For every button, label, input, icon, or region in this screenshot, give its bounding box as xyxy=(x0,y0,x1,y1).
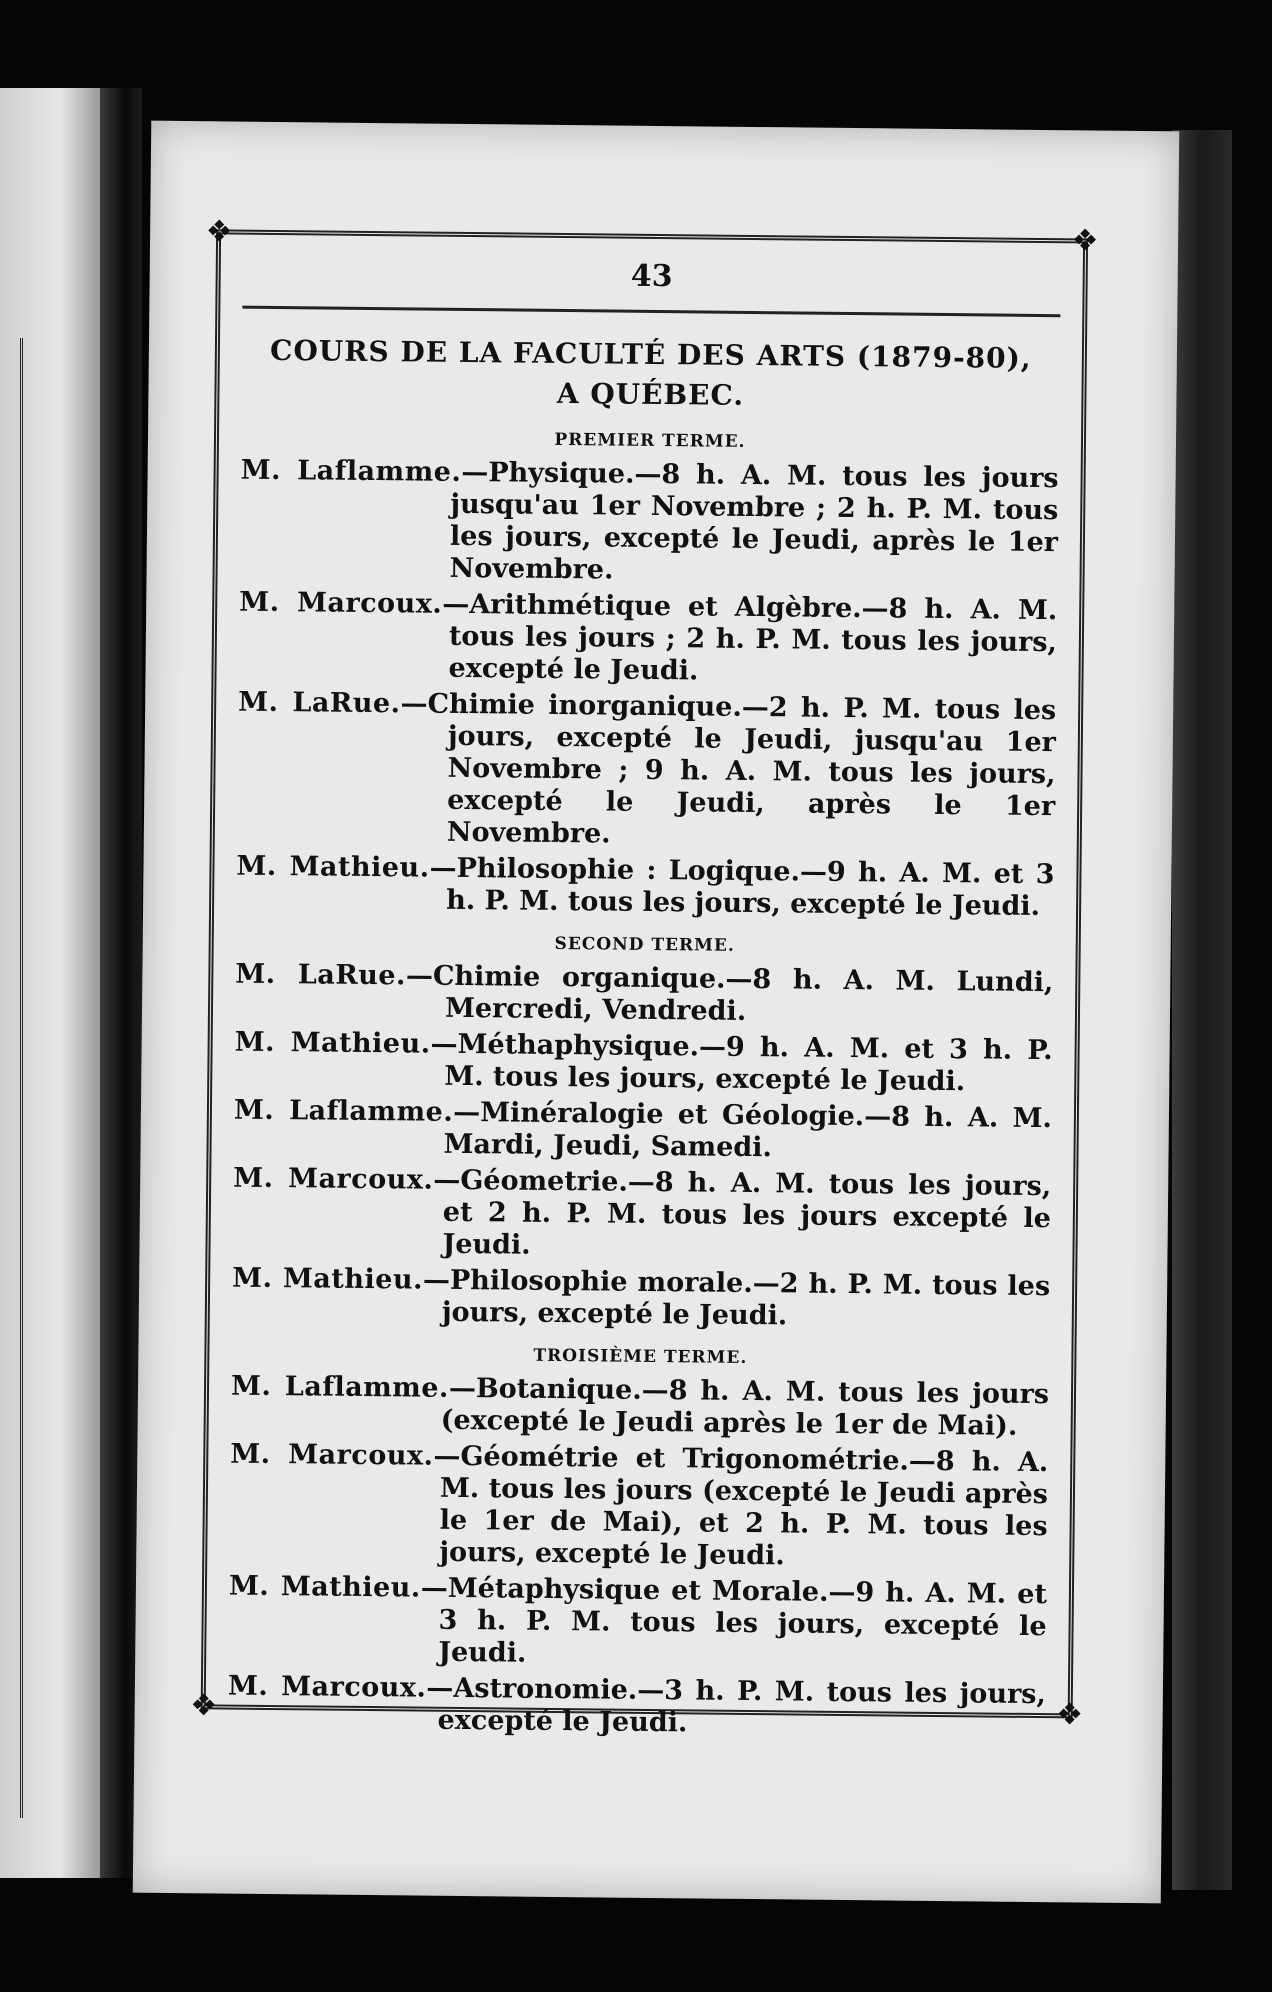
course-entry xyxy=(227,1671,1046,1744)
corner-ornament-icon: ❖ xyxy=(190,1688,218,1724)
course-description: —Arithmétique et Algèbre.—8 h. A. M. tous les jours ; 2 h. P. M. tous les jours, excepté le Jeudi. xyxy=(442,588,1058,687)
course-description: —Méthaphysique.—9 h. A. M. et 3 h. P. M. tous les jours, excepté le Jeudi. xyxy=(430,1028,1053,1098)
professor-name: M. Mathieu. xyxy=(232,1262,424,1296)
course-description: —Philosophie morale.—2 h. P. M. tous les jours, excepté le Jeudi. xyxy=(422,1264,1051,1332)
course-description: —Botanique.—8 h. A. M. tous les jours (excepté le Jeudi après le 1er de Mai). xyxy=(440,1372,1050,1442)
professor-name: M. Laflamme. xyxy=(240,454,462,488)
professor-name: M. Marcoux. xyxy=(233,1162,434,1196)
course-entry xyxy=(234,1027,1053,1100)
course-description: —Astronomie.—3 h. P. M. tous les jours, excepté le Jeudi. xyxy=(426,1672,1047,1739)
left-page-edge xyxy=(0,88,100,1878)
course-description: —Physique.—8 h. A. M. tous les jours jusqu'au 1er Novembre ; 2 h. P. M. tous les jours, excepté le Jeudi, après le 1er Novembre. xyxy=(449,456,1059,586)
professor-name: M. Laflamme. xyxy=(230,1370,450,1404)
title-line-1: COURS DE LA FACULTÉ DES ARTS (1879-80), xyxy=(269,333,1032,375)
course-entry xyxy=(236,851,1055,924)
professor-name: M. Mathieu. xyxy=(236,850,430,884)
course-description: —Géometrie.—8 h. A. M. tous les jours, et 2 h. P. M. tous les jours excepté le Jeudi. xyxy=(433,1164,1052,1261)
course-entry xyxy=(237,687,1057,856)
term-heading: TROISIÈME TERME. xyxy=(533,1345,748,1368)
corner-ornament-icon: ❖ xyxy=(205,214,233,250)
left-page-frame xyxy=(0,338,23,1818)
professor-name: M. LaRue. xyxy=(238,686,401,720)
page-number: 43 xyxy=(630,258,673,295)
course-entry xyxy=(231,1371,1050,1444)
course-entry xyxy=(233,1095,1052,1168)
professor-name: M. LaRue. xyxy=(235,958,407,992)
course-entry xyxy=(228,1571,1047,1676)
course-entry xyxy=(229,1439,1048,1576)
corner-ornament-icon: ❖ xyxy=(1071,223,1099,259)
course-description: —Chimie organique.—8 h. A. M. Lundi, Mercredi, Vendredi. xyxy=(405,960,1054,1027)
course-description: —Minéralogie et Géologie.—8 h. A. M. Mardi, Jeudi, Samedi. xyxy=(443,1096,1053,1164)
course-entry xyxy=(232,1163,1051,1268)
professor-name: M. Marcoux. xyxy=(239,586,443,620)
term-heading: SECOND TERME. xyxy=(554,933,735,956)
term-heading: PREMIER TERME. xyxy=(554,429,746,452)
course-description: —Philosophie : Logique.—9 h. A. M. et 3 h. P. M. tous les jours, excepté le Jeudi. xyxy=(429,852,1055,923)
book-page xyxy=(133,121,1179,1904)
page-border xyxy=(190,214,1099,1739)
course-description: —Métaphysique et Morale.—9 h. A. M. et 3 h. P. M. tous les jours, excepté le Jeudi. xyxy=(420,1572,1048,1669)
page-content xyxy=(227,245,1061,1747)
professor-name: M. Marcoux. xyxy=(227,1670,427,1704)
course-entry xyxy=(235,959,1054,1032)
course-entry xyxy=(232,1263,1051,1336)
right-page-edge xyxy=(1172,130,1232,1890)
terms-list xyxy=(227,427,1059,1743)
title-line-2: A QUÉBEC. xyxy=(556,376,745,412)
course-entry xyxy=(238,587,1057,692)
professor-name: M. Mathieu. xyxy=(234,1026,431,1060)
corner-ornament-icon: ❖ xyxy=(1056,1697,1084,1733)
course-description: —Chimie inorganique.—2 h. P. M. tous les jours, excepté le Jeudi, jusqu'au 1er Novembre ; 9 h. A. M. tous les jours, excepté le Jeudi, après le 1er Novembre. xyxy=(400,688,1057,850)
header-rule xyxy=(242,306,1060,318)
professor-name: M. Mathieu. xyxy=(228,1570,421,1604)
course-description: —Géométrie et Trigonométrie.—8 h. A. M. tous les jours (excepté le Jeudi après le 1er de Mai), et 2 h. P. M. tous les jours, excepté le Jeudi. xyxy=(433,1440,1049,1572)
professor-name: M. Marcoux. xyxy=(230,1438,434,1472)
course-entry xyxy=(239,455,1058,592)
professor-name: M. Laflamme. xyxy=(233,1094,454,1128)
